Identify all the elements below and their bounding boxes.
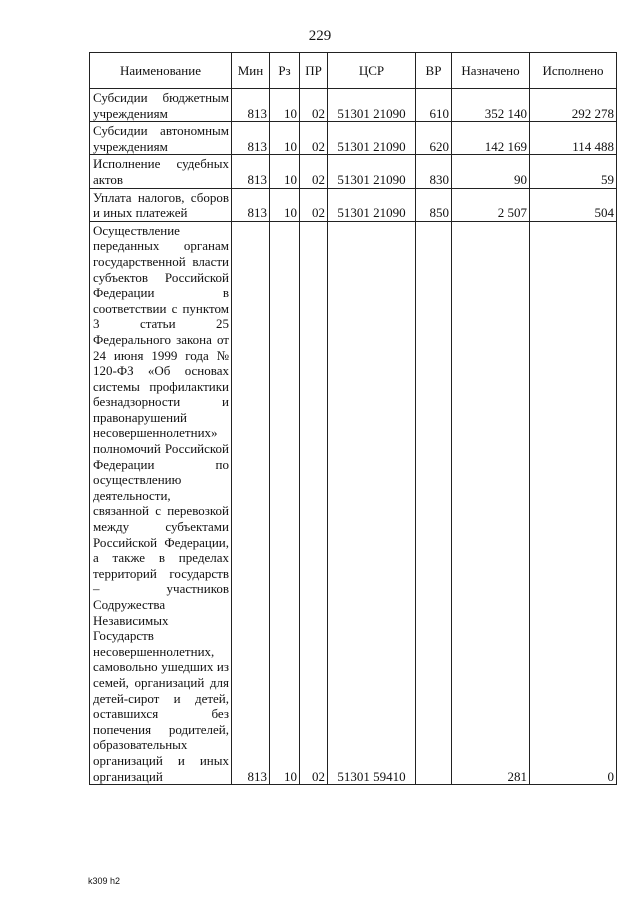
col-header-assigned: Назначено	[452, 53, 530, 89]
row-assigned: 90	[452, 155, 530, 188]
row-assigned: 142 169	[452, 122, 530, 155]
row-min: 813	[232, 221, 270, 784]
row-vr: 610	[416, 89, 452, 122]
col-header-min: Мин	[232, 53, 270, 89]
row-csr: 51301 21090	[328, 155, 416, 188]
row-executed: 504	[530, 188, 617, 221]
row-name: Субсидии автономным учреждениям	[90, 122, 232, 155]
page-number: 229	[308, 28, 332, 44]
row-executed: 59	[530, 155, 617, 188]
table-header-row	[90, 53, 617, 89]
row-csr: 51301 21090	[328, 89, 416, 122]
row-min: 813	[232, 155, 270, 188]
row-rz: 10	[270, 89, 300, 122]
row-assigned: 2 507	[452, 188, 530, 221]
col-header-pr: ПР	[300, 53, 328, 89]
footer-code: k309 h2	[88, 876, 121, 886]
col-header-executed: Исполнено	[530, 53, 617, 89]
row-csr: 51301 59410	[328, 221, 416, 784]
row-executed: 0	[530, 221, 617, 784]
row-min: 813	[232, 188, 270, 221]
row-executed: 292 278	[530, 89, 617, 122]
row-pr: 02	[300, 188, 328, 221]
row-executed: 114 488	[530, 122, 617, 155]
budget-table	[89, 52, 617, 785]
row-assigned: 352 140	[452, 89, 530, 122]
table-row	[90, 122, 617, 155]
row-min: 813	[232, 89, 270, 122]
col-header-vr: ВР	[416, 53, 452, 89]
table-row	[90, 155, 617, 188]
row-name: Исполнение судебных актов	[90, 155, 232, 188]
table-row	[90, 188, 617, 221]
row-name: Уплата налогов, сборов и иных платежей	[90, 188, 232, 221]
row-rz: 10	[270, 155, 300, 188]
table-row	[90, 89, 617, 122]
row-vr: 850	[416, 188, 452, 221]
row-csr: 51301 21090	[328, 188, 416, 221]
row-csr: 51301 21090	[328, 122, 416, 155]
col-header-rz: Рз	[270, 53, 300, 89]
row-vr	[416, 221, 452, 784]
row-assigned: 281	[452, 221, 530, 784]
col-header-name: Наименование	[90, 53, 232, 89]
row-pr: 02	[300, 155, 328, 188]
row-vr: 830	[416, 155, 452, 188]
row-pr: 02	[300, 221, 328, 784]
row-name: Субсидии бюджетным учреждениям	[90, 89, 232, 122]
col-header-csr: ЦСР	[328, 53, 416, 89]
row-pr: 02	[300, 122, 328, 155]
row-rz: 10	[270, 188, 300, 221]
row-vr: 620	[416, 122, 452, 155]
table-row	[90, 221, 617, 784]
row-pr: 02	[300, 89, 328, 122]
row-rz: 10	[270, 122, 300, 155]
row-min: 813	[232, 122, 270, 155]
row-name: Осуществление переданных органам государственной власти субъектов Российской Федерации в соответствии с пунктом 3 статьи 25 Федерального закона от 24 июня 1999 года № 120-ФЗ «Об основах системы профилактики безнадзорности и правонарушений несовершеннолетних» полномочий Российской Федерации по осуществлению деятельности, связанной с перевозкой между субъектами Российской Федерации, а также в пределах территорий государств – участников Содружества Независимых Государств несовершеннолетних, самовольно ушедших из семей, организаций для детей-сирот и детей, оставшихся без попечения родителей, образовательных организаций и иных организаций	[90, 221, 232, 784]
row-rz: 10	[270, 221, 300, 784]
